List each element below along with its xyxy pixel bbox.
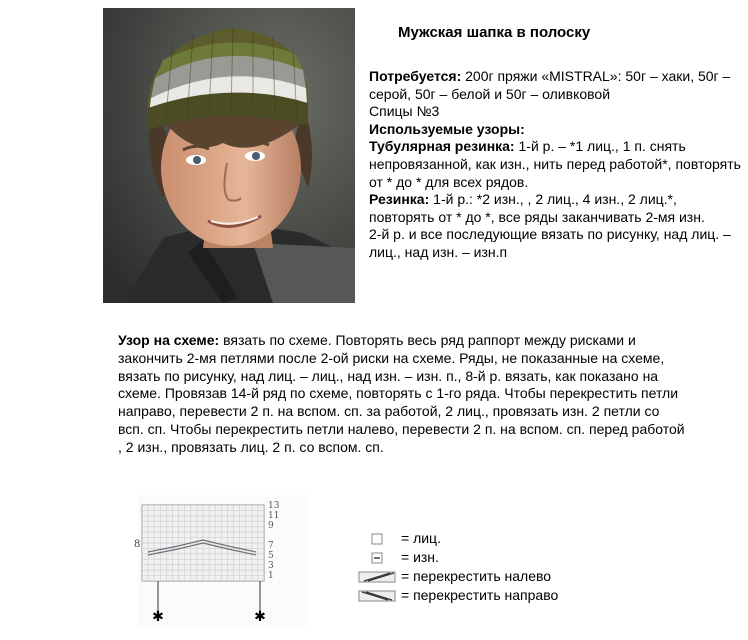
rib-label: Резинка:: [369, 191, 430, 208]
chart-legend: [357, 529, 558, 605]
scheme-text: вязать по схеме. Повторять весь ряд раппорт между рисками и закончить 2-мя петлями после 2-ой риски на схеме. Ряды, не показанные на схеме, вязать по рисунку, над лиц. – лиц., над изн. – изн. п., 8-й р. вязать, как показано на схеме. Провязав 14-й ряд по схеме, повторять с 1-го ряда. Чтобы перекрестить петли направо, перевести 2 п. на вспом. сп. за работой, 2 лиц., провязать изн. 2 петли со всп. сп. Чтобы перекрестить петли налево, перевести 2 п. на вспом. сп. перед работой , 2 изн., провязать лиц. 2 п. со вспом. сп.: [118, 332, 685, 455]
cross-left-icon: [357, 567, 397, 586]
legend-row-cross-left: [357, 567, 558, 586]
page-title: Мужская шапка в полоску: [398, 24, 591, 41]
rib-paragraph: [369, 191, 741, 226]
chart-row-number: 5: [268, 551, 274, 561]
patterns-heading: Используемые узоры:: [369, 120, 525, 137]
legend-row-cross-right: [357, 586, 558, 605]
chart-left-row-number: 8: [134, 539, 141, 550]
chart-row-number: 9: [268, 521, 274, 531]
repeat-star-right: ✱: [254, 609, 266, 625]
purl-square-icon: [357, 548, 397, 567]
model-photo: [103, 8, 355, 303]
rib-paragraph-2: 2-й р. и все последующие вязать по рисунку, над лиц. – лиц., над изн. – изн.п: [369, 226, 731, 260]
man-in-hat-illustration: [103, 8, 355, 303]
chart-row-number: 11: [268, 511, 280, 521]
materials-paragraph: [369, 68, 741, 103]
chart-row-number: 7: [268, 541, 274, 551]
chart-row-number: [268, 531, 284, 541]
row-numbers: [268, 501, 284, 581]
tubular-text: 1-й р. – *1 лиц., 1 п. снять непровязанной, как изн., нить перед работой*, повторять от * до * для всех рядов.: [369, 138, 741, 190]
needles-text: Спицы №3: [369, 103, 440, 120]
legend-label: = лиц.: [401, 530, 441, 546]
materials-text: 200г пряжи «MISTRAL»: 50г – хаки, 50г – серой, 50г – белой и 50г – оливковой: [369, 68, 731, 102]
materials-label: Потребуется:: [369, 68, 462, 84]
knitting-chart: [134, 495, 308, 627]
legend-label: = изн.: [401, 549, 439, 565]
legend-label: = перекрестить направо: [401, 587, 559, 603]
legend-label: = перекрестить налево: [401, 568, 552, 584]
tubular-paragraph: [369, 138, 741, 191]
scheme-paragraph: [118, 332, 688, 457]
legend-row-knit: [357, 529, 558, 548]
scheme-label: Узор на схеме:: [118, 332, 220, 348]
cross-right-icon: [357, 586, 397, 605]
legend-row-purl: [357, 548, 558, 567]
chart-row-number: 3: [268, 561, 274, 571]
chart-row-number: 1: [268, 571, 274, 581]
chart-row-number: 13: [268, 501, 280, 511]
repeat-star-left: ✱: [152, 609, 164, 625]
knit-square-icon: [357, 529, 397, 548]
materials-and-patterns: [369, 68, 741, 262]
rib-text: 1-й р.: *2 изн., , 2 лиц., 4 изн., 2 лиц.*, повторять от * до *, все ряды заканчивать 2-мя изн.: [369, 191, 705, 225]
tubular-label: Тубулярная резинка:: [369, 138, 515, 155]
